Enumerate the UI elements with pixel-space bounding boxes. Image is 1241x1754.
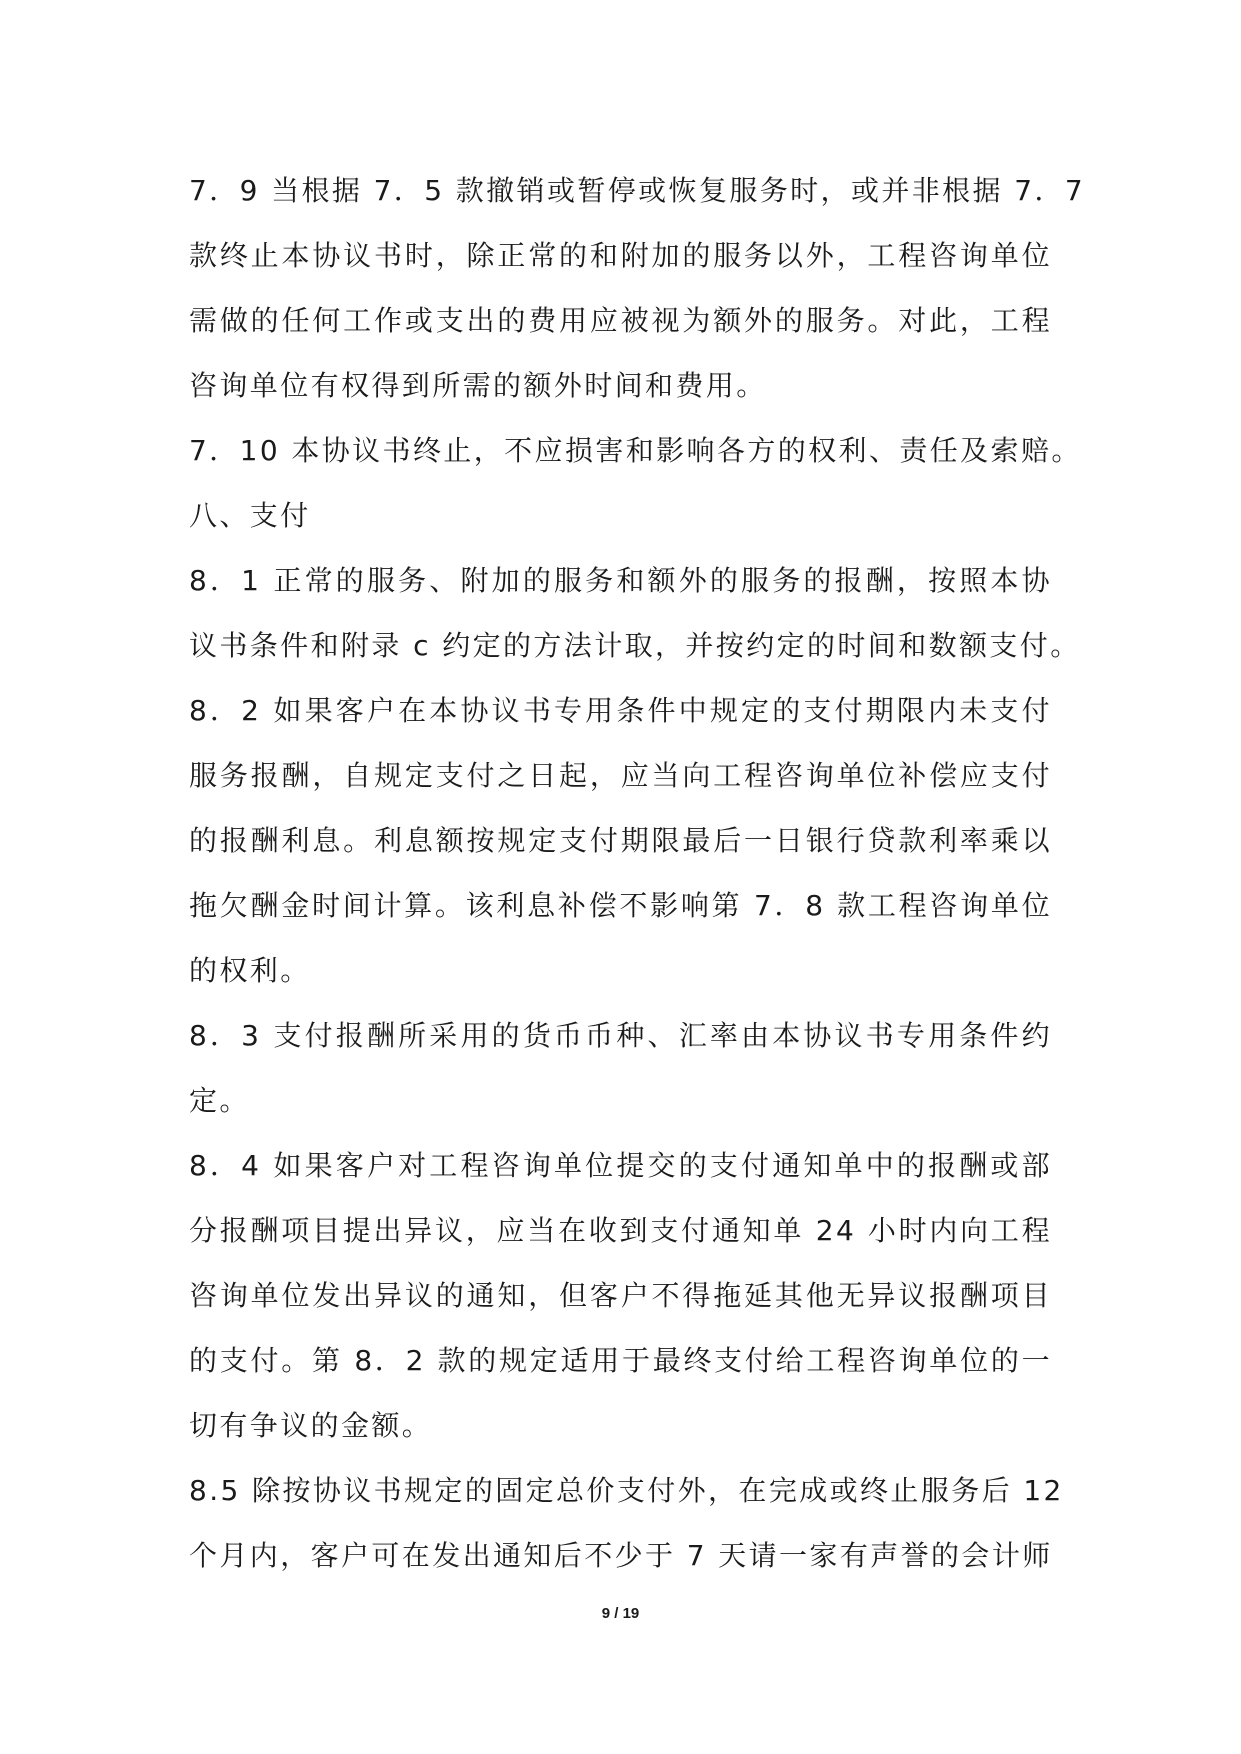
section-heading: 八、支付 xyxy=(189,499,311,532)
text-line: 咨询单位发出异议的通知，但客户不得拖延其他无异议报酬项目 xyxy=(189,1279,1052,1312)
text-line: 定。 xyxy=(189,1084,250,1117)
text-line: 7．9 当根据 7．5 款撤销或暂停或恢复服务时，或并非根据 7．7 xyxy=(189,174,1086,207)
text-line: 的报酬利息。利息额按规定支付期限最后一日银行贷款利率乘以 xyxy=(189,824,1052,857)
text-line: 款终止本协议书时，除正常的和附加的服务以外，工程咨询单位 xyxy=(189,239,1052,272)
text-line: 拖欠酬金时间计算。该利息补偿不影响第 7．8 款工程咨询单位 xyxy=(189,889,1052,922)
text-line: 8．2 如果客户在本协议书专用条件中规定的支付期限内未支付 xyxy=(189,694,1052,727)
text-line: 8.5 除按协议书规定的固定总价支付外，在完成或终止服务后 12 xyxy=(189,1474,1064,1507)
text-line: 需做的任何工作或支出的费用应被视为额外的服务。对此，工程 xyxy=(189,304,1052,337)
text-line: 8．4 如果客户对工程咨询单位提交的支付通知单中的报酬或部 xyxy=(189,1149,1052,1182)
text-line: 服务报酬，自规定支付之日起，应当向工程咨询单位补偿应支付 xyxy=(189,759,1052,792)
text-line: 分报酬项目提出异议，应当在收到支付通知单 24 小时内向工程 xyxy=(189,1214,1052,1247)
text-line: 议书条件和附录 c 约定的方法计取，并按约定的时间和数额支付。 xyxy=(189,629,1081,662)
document-body xyxy=(189,158,1086,1588)
text-line: 切有争议的金额。 xyxy=(189,1409,433,1442)
page-number: 9 / 19 xyxy=(601,1605,640,1622)
text-line: 个月内，客户可在发出通知后不少于 7 天请一家有声誉的会计师 xyxy=(189,1539,1053,1572)
text-line: 8．3 支付报酬所采用的货币币种、汇率由本协议书专用条件约 xyxy=(189,1019,1052,1052)
text-line: 8．1 正常的服务、附加的服务和额外的服务的报酬，按照本协 xyxy=(189,564,1052,597)
text-line: 7．10 本协议书终止，不应损害和影响各方的权利、责任及索赔。 xyxy=(189,434,1082,467)
text-line: 的支付。第 8．2 款的规定适用于最终支付给工程咨询单位的一 xyxy=(189,1344,1052,1377)
text-line: 的权利。 xyxy=(189,954,311,987)
text-line: 咨询单位有权得到所需的额外时间和费用。 xyxy=(189,369,767,402)
